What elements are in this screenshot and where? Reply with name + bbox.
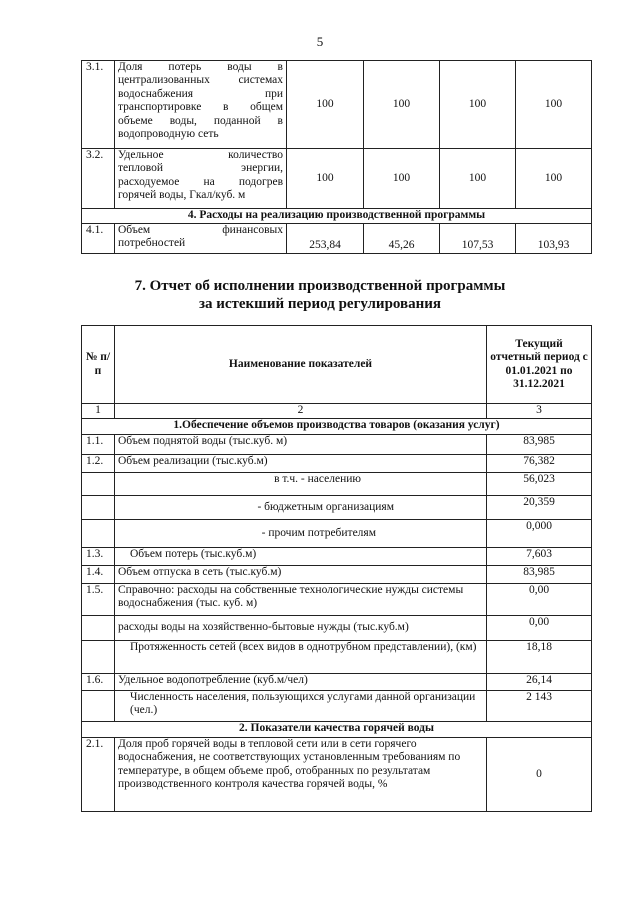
table-row bbox=[82, 616, 592, 641]
indicator-name: Протяженность сетей (всех видов в однотрубном представлении), (км) bbox=[115, 641, 487, 674]
indicator-name: Объем отпуска в сеть (тыс.куб.м) bbox=[115, 566, 487, 584]
row-number: 3.1. bbox=[82, 61, 115, 149]
value-cell: 2 143 bbox=[487, 691, 592, 722]
table-row bbox=[82, 738, 592, 812]
report-table bbox=[81, 325, 592, 812]
value-cell: 100 bbox=[516, 149, 592, 209]
row-number: 2.1. bbox=[82, 738, 115, 812]
table-row bbox=[82, 455, 592, 473]
col-number: 1 bbox=[82, 404, 115, 419]
table-row bbox=[82, 691, 592, 722]
indicator-name: Удельное количество тепловой энергии, расходуемое на подогрев горячей воды, Гкал/куб. м bbox=[115, 149, 287, 209]
indicator-name: Объем потерь (тыс.куб.м) bbox=[115, 548, 487, 566]
indicator-name: Доля проб горячей воды в тепловой сети или в сети горячего водоснабжения, не соответствующих установленным требованиям по температуре, в общем объеме проб, отобранных по результатам производственного контроля качества горячей воды, % bbox=[115, 738, 487, 812]
header-name: Наименование показателей bbox=[115, 326, 487, 404]
row-number: 1.4. bbox=[82, 566, 115, 584]
value-cell: 107,53 bbox=[440, 224, 516, 254]
section-row bbox=[82, 419, 592, 435]
value-cell: 18,18 bbox=[487, 641, 592, 674]
indicator-name: - прочим потребителям bbox=[115, 520, 487, 548]
table-row bbox=[82, 566, 592, 584]
heading-line-2: за истекший период регулирования bbox=[198, 296, 442, 312]
indicator-name: Объем финансовых потребностей bbox=[115, 224, 287, 254]
value-cell: 100 bbox=[364, 61, 440, 149]
value-cell: 56,023 bbox=[487, 473, 592, 496]
value-cell: 100 bbox=[440, 61, 516, 149]
row-number: 1.5. bbox=[82, 584, 115, 616]
row-number bbox=[82, 616, 115, 641]
table-row bbox=[82, 496, 592, 520]
row-number: 4.1. bbox=[82, 224, 115, 254]
value-cell: 76,382 bbox=[487, 455, 592, 473]
indicator-name: Объем реализации (тыс.куб.м) bbox=[115, 455, 487, 473]
table-row bbox=[82, 61, 592, 149]
value-cell: 100 bbox=[440, 149, 516, 209]
value-cell: 83,985 bbox=[487, 566, 592, 584]
section-row bbox=[82, 209, 592, 224]
indicator-name: в т.ч. - населению bbox=[115, 473, 487, 496]
row-number: 1.3. bbox=[82, 548, 115, 566]
col-number: 2 bbox=[115, 404, 487, 419]
indicator-name: Удельное водопотребление (куб.м/чел) bbox=[115, 674, 487, 691]
indicator-name: Справочно: расходы на собственные технологические нужды системы водоснабжения (тыс. куб. м) bbox=[115, 584, 487, 616]
indicator-name: расходы воды на хозяйственно-бытовые нужды (тыс.куб.м) bbox=[115, 616, 487, 641]
column-numbers-row bbox=[82, 404, 592, 419]
value-cell: 0,00 bbox=[487, 616, 592, 641]
table-row bbox=[82, 149, 592, 209]
previous-table bbox=[81, 60, 592, 254]
row-number bbox=[82, 691, 115, 722]
col-number: 3 bbox=[487, 404, 592, 419]
header-period: Текущий отчетный период с 01.01.2021 по 31.12.2021 bbox=[487, 326, 592, 404]
section-title: 4. Расходы на реализацию производственной программы bbox=[82, 209, 592, 224]
header-row bbox=[82, 326, 592, 404]
value-cell: 0 bbox=[487, 738, 592, 812]
value-cell: 83,985 bbox=[487, 435, 592, 455]
row-number bbox=[82, 641, 115, 674]
row-number bbox=[82, 473, 115, 496]
row-number: 1.1. bbox=[82, 435, 115, 455]
indicator-name: Объем поднятой воды (тыс.куб. м) bbox=[115, 435, 487, 455]
row-number: 1.2. bbox=[82, 455, 115, 473]
heading-line-1: 7. Отчет об исполнении производственной программы bbox=[134, 278, 506, 294]
value-cell: 100 bbox=[287, 61, 364, 149]
page-number: 5 bbox=[316, 34, 324, 49]
value-cell: 100 bbox=[287, 149, 364, 209]
value-cell: 0,000 bbox=[487, 520, 592, 548]
table-row bbox=[82, 641, 592, 674]
row-number: 1.6. bbox=[82, 674, 115, 691]
section-row bbox=[82, 722, 592, 738]
header-number: № п/п bbox=[82, 326, 115, 404]
table-row bbox=[82, 520, 592, 548]
section-title: 1.Обеспечение объемов производства товаров (оказания услуг) bbox=[82, 419, 592, 435]
table-row bbox=[82, 224, 592, 254]
table-row bbox=[82, 584, 592, 616]
indicator-name: Численность населения, пользующихся услугами данной организации (чел.) bbox=[115, 691, 487, 722]
row-number bbox=[82, 496, 115, 520]
table-row bbox=[82, 674, 592, 691]
section-title: 2. Показатели качества горячей воды bbox=[82, 722, 592, 738]
value-cell: 103,93 bbox=[516, 224, 592, 254]
value-cell: 20,359 bbox=[487, 496, 592, 520]
table-row bbox=[82, 548, 592, 566]
value-cell: 45,26 bbox=[364, 224, 440, 254]
value-cell: 100 bbox=[364, 149, 440, 209]
indicator-name: Доля потерь воды в централизованных системах водоснабжения при транспортировке в общем объеме воды, поданной в водопроводную сеть bbox=[115, 61, 287, 149]
row-number: 3.2. bbox=[82, 149, 115, 209]
value-cell: 0,00 bbox=[487, 584, 592, 616]
value-cell: 26,14 bbox=[487, 674, 592, 691]
value-cell: 253,84 bbox=[287, 224, 364, 254]
section-heading bbox=[0, 277, 640, 313]
indicator-name: - бюджетным организациям bbox=[115, 496, 487, 520]
row-number bbox=[82, 520, 115, 548]
value-cell: 100 bbox=[516, 61, 592, 149]
table-row bbox=[82, 435, 592, 455]
table-row bbox=[82, 473, 592, 496]
value-cell: 7,603 bbox=[487, 548, 592, 566]
